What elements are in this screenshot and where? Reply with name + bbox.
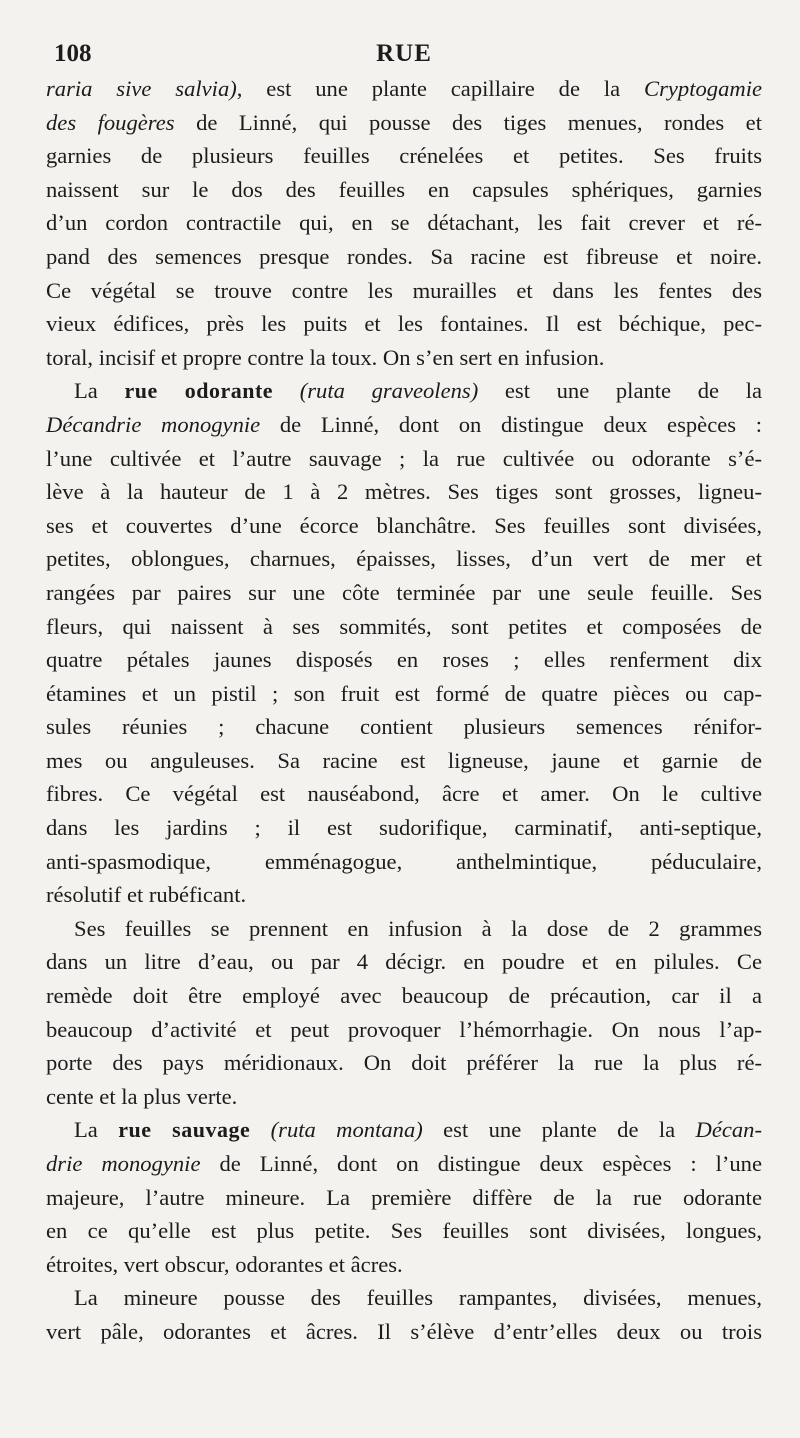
text-line — [46, 509, 762, 543]
running-head: RUE — [376, 40, 432, 67]
text-run: l’une cultivée et l’autre sauvage ; la rue cultivée ou odorante s’é- — [46, 445, 762, 471]
text-run: toral, incisif et propre contre la toux. On s’en sert en infusion. — [46, 344, 605, 370]
text-run: lève à la hauteur de 1 à 2 mètres. Ses tiges sont grosses, ligneu- — [46, 479, 762, 505]
text-line — [46, 777, 762, 811]
text-run: mes ou anguleuses. Sa racine est ligneuse, jaune et garnie de — [46, 747, 762, 773]
text-line — [46, 1181, 762, 1215]
term: rue odorante — [124, 378, 274, 404]
text-line — [46, 408, 762, 442]
text-run: pand des semences presque rondes. Sa racine est fibreuse et noire. — [46, 243, 762, 269]
text-line — [46, 173, 762, 207]
text-line — [46, 72, 762, 106]
text-run: vieux édifices, près les puits et les fontaines. Il est béchique, pec- — [46, 311, 762, 337]
text-run: , est une plante capillaire de la — [236, 76, 645, 101]
italic-text: des fougères — [46, 109, 175, 135]
text-run: fleurs, qui naissent à ses sommités, sont petites et composées de — [46, 613, 762, 639]
text-line — [46, 845, 762, 879]
text-line — [46, 341, 762, 375]
text-line — [46, 710, 762, 744]
text-line — [46, 677, 762, 711]
text-run: majeure, l’autre mineure. La première diffère de la rue odorante — [46, 1184, 762, 1210]
text-run — [250, 1117, 270, 1142]
text-run: de Linné, dont on distingue deux espèces : l’une — [200, 1151, 762, 1176]
text-run: en ce qu’elle est plus petite. Ses feuilles sont divisées, longues, — [46, 1218, 762, 1244]
text-run: quatre pétales jaunes disposés en roses ; elles renferment dix — [46, 647, 762, 673]
italic-text: Décan- — [695, 1117, 763, 1143]
text-run: de Linné, dont on distingue deux espèces : — [260, 411, 762, 437]
text-line — [46, 1214, 762, 1248]
text-line — [46, 274, 762, 308]
text-run: dans un litre d’eau, ou par 4 décigr. en poudre et en pilules. Ce — [46, 949, 762, 975]
text-run: naissent sur le dos des feuilles en capsules sphériques, garnies — [46, 176, 762, 202]
italic-text: (ruta montana) — [270, 1117, 423, 1143]
text-run: garnies de plusieurs feuilles crénelées et petites. Ses fruits — [46, 143, 762, 169]
text-run: anti-spasmodique, emménagogue, anthelmintique, péduculaire, — [46, 848, 762, 874]
paragraph — [46, 1113, 762, 1281]
text-line — [46, 1046, 762, 1080]
text-run: La mineure pousse des feuilles rampantes, divisées, menues, — [74, 1285, 762, 1311]
text-line — [46, 240, 762, 274]
text-run: ses et couvertes d’une écorce blanchâtre. Ses feuilles sont divisées, — [46, 512, 762, 538]
text-line — [46, 878, 762, 912]
text-line — [46, 1080, 762, 1114]
text-line — [46, 106, 762, 140]
text-run: cente et la plus verte. — [46, 1083, 238, 1109]
text-run: petites, oblongues, charnues, épaisses, lisses, d’un vert de mer et — [46, 546, 762, 572]
text-run: étroites, vert obscur, odorantes et âcres. — [46, 1251, 403, 1277]
text-line — [46, 442, 762, 476]
paragraph — [46, 912, 762, 1114]
text-line — [46, 1013, 762, 1047]
text-run: étamines et un pistil ; son fruit est formé de quatre pièces ou cap- — [46, 680, 762, 706]
paragraph — [46, 1281, 762, 1348]
text-line — [46, 1113, 762, 1147]
text-run: vert pâle, odorantes et âcres. Il s’élève d’entr’elles deux ou trois — [46, 1318, 762, 1344]
italic-text: Cryptogamie — [644, 76, 763, 101]
text-run: d’un cordon contractile qui, en se détachant, les fait crever et ré- — [46, 210, 762, 236]
italic-text: raria sive salvia) — [46, 76, 237, 101]
text-run: Ses feuilles se prennent en infusion à la dose de 2 grammes — [74, 915, 762, 941]
text-line — [46, 979, 762, 1013]
text-run: La — [74, 378, 125, 404]
italic-text: (ruta graveolens) — [299, 378, 479, 404]
text-run: sules réunies ; chacune contient plusieurs semences rénifor- — [46, 714, 762, 740]
text-line — [46, 945, 762, 979]
text-line — [46, 610, 762, 644]
text-run: remède doit être employé avec beaucoup de précaution, car il a — [46, 983, 762, 1009]
text-run: est une plante de la — [478, 378, 763, 404]
text-line — [46, 912, 762, 946]
text-line — [46, 1248, 762, 1282]
text-line — [46, 744, 762, 778]
text-run — [273, 378, 300, 403]
text-line — [46, 206, 762, 240]
text-line — [46, 374, 762, 408]
text-line — [46, 1315, 762, 1349]
text-run: La — [74, 1117, 119, 1143]
text-run: porte des pays méridionaux. On doit préférer la rue la plus ré- — [46, 1050, 762, 1076]
text-run: Ce végétal se trouve contre les murailles et dans les fentes des — [46, 277, 762, 303]
text-line — [46, 542, 762, 576]
text-run: est une plante de la — [422, 1117, 696, 1143]
text-run: beaucoup d’activité et peut provoquer l’hémorrhagie. On nous l’ap- — [46, 1016, 762, 1042]
body-text — [46, 72, 762, 1349]
text-run: dans les jardins ; il est sudorifique, carminatif, anti-septique, — [46, 815, 762, 841]
text-line — [46, 643, 762, 677]
text-line — [46, 576, 762, 610]
text-line — [46, 1281, 762, 1315]
text-line — [46, 1147, 762, 1181]
text-run: résolutif et rubéficant. — [46, 882, 247, 908]
paragraph — [46, 374, 762, 912]
paragraph — [46, 72, 762, 374]
italic-text: Décandrie monogynie — [46, 411, 261, 437]
text-line — [46, 139, 762, 173]
page-number: 108 — [54, 40, 92, 67]
page-header — [46, 40, 762, 72]
text-run: de Linné, qui pousse des tiges menues, rondes et — [174, 109, 762, 135]
text-line — [46, 811, 762, 845]
text-run: rangées par paires sur une côte terminée par une seule feuille. Ses — [46, 579, 762, 605]
text-line — [46, 475, 762, 509]
text-run: fibres. Ce végétal est nauséabond, âcre et amer. On le cultive — [46, 781, 762, 807]
term: rue sauvage — [118, 1117, 251, 1143]
text-line — [46, 307, 762, 341]
italic-text: drie monogynie — [46, 1151, 201, 1176]
